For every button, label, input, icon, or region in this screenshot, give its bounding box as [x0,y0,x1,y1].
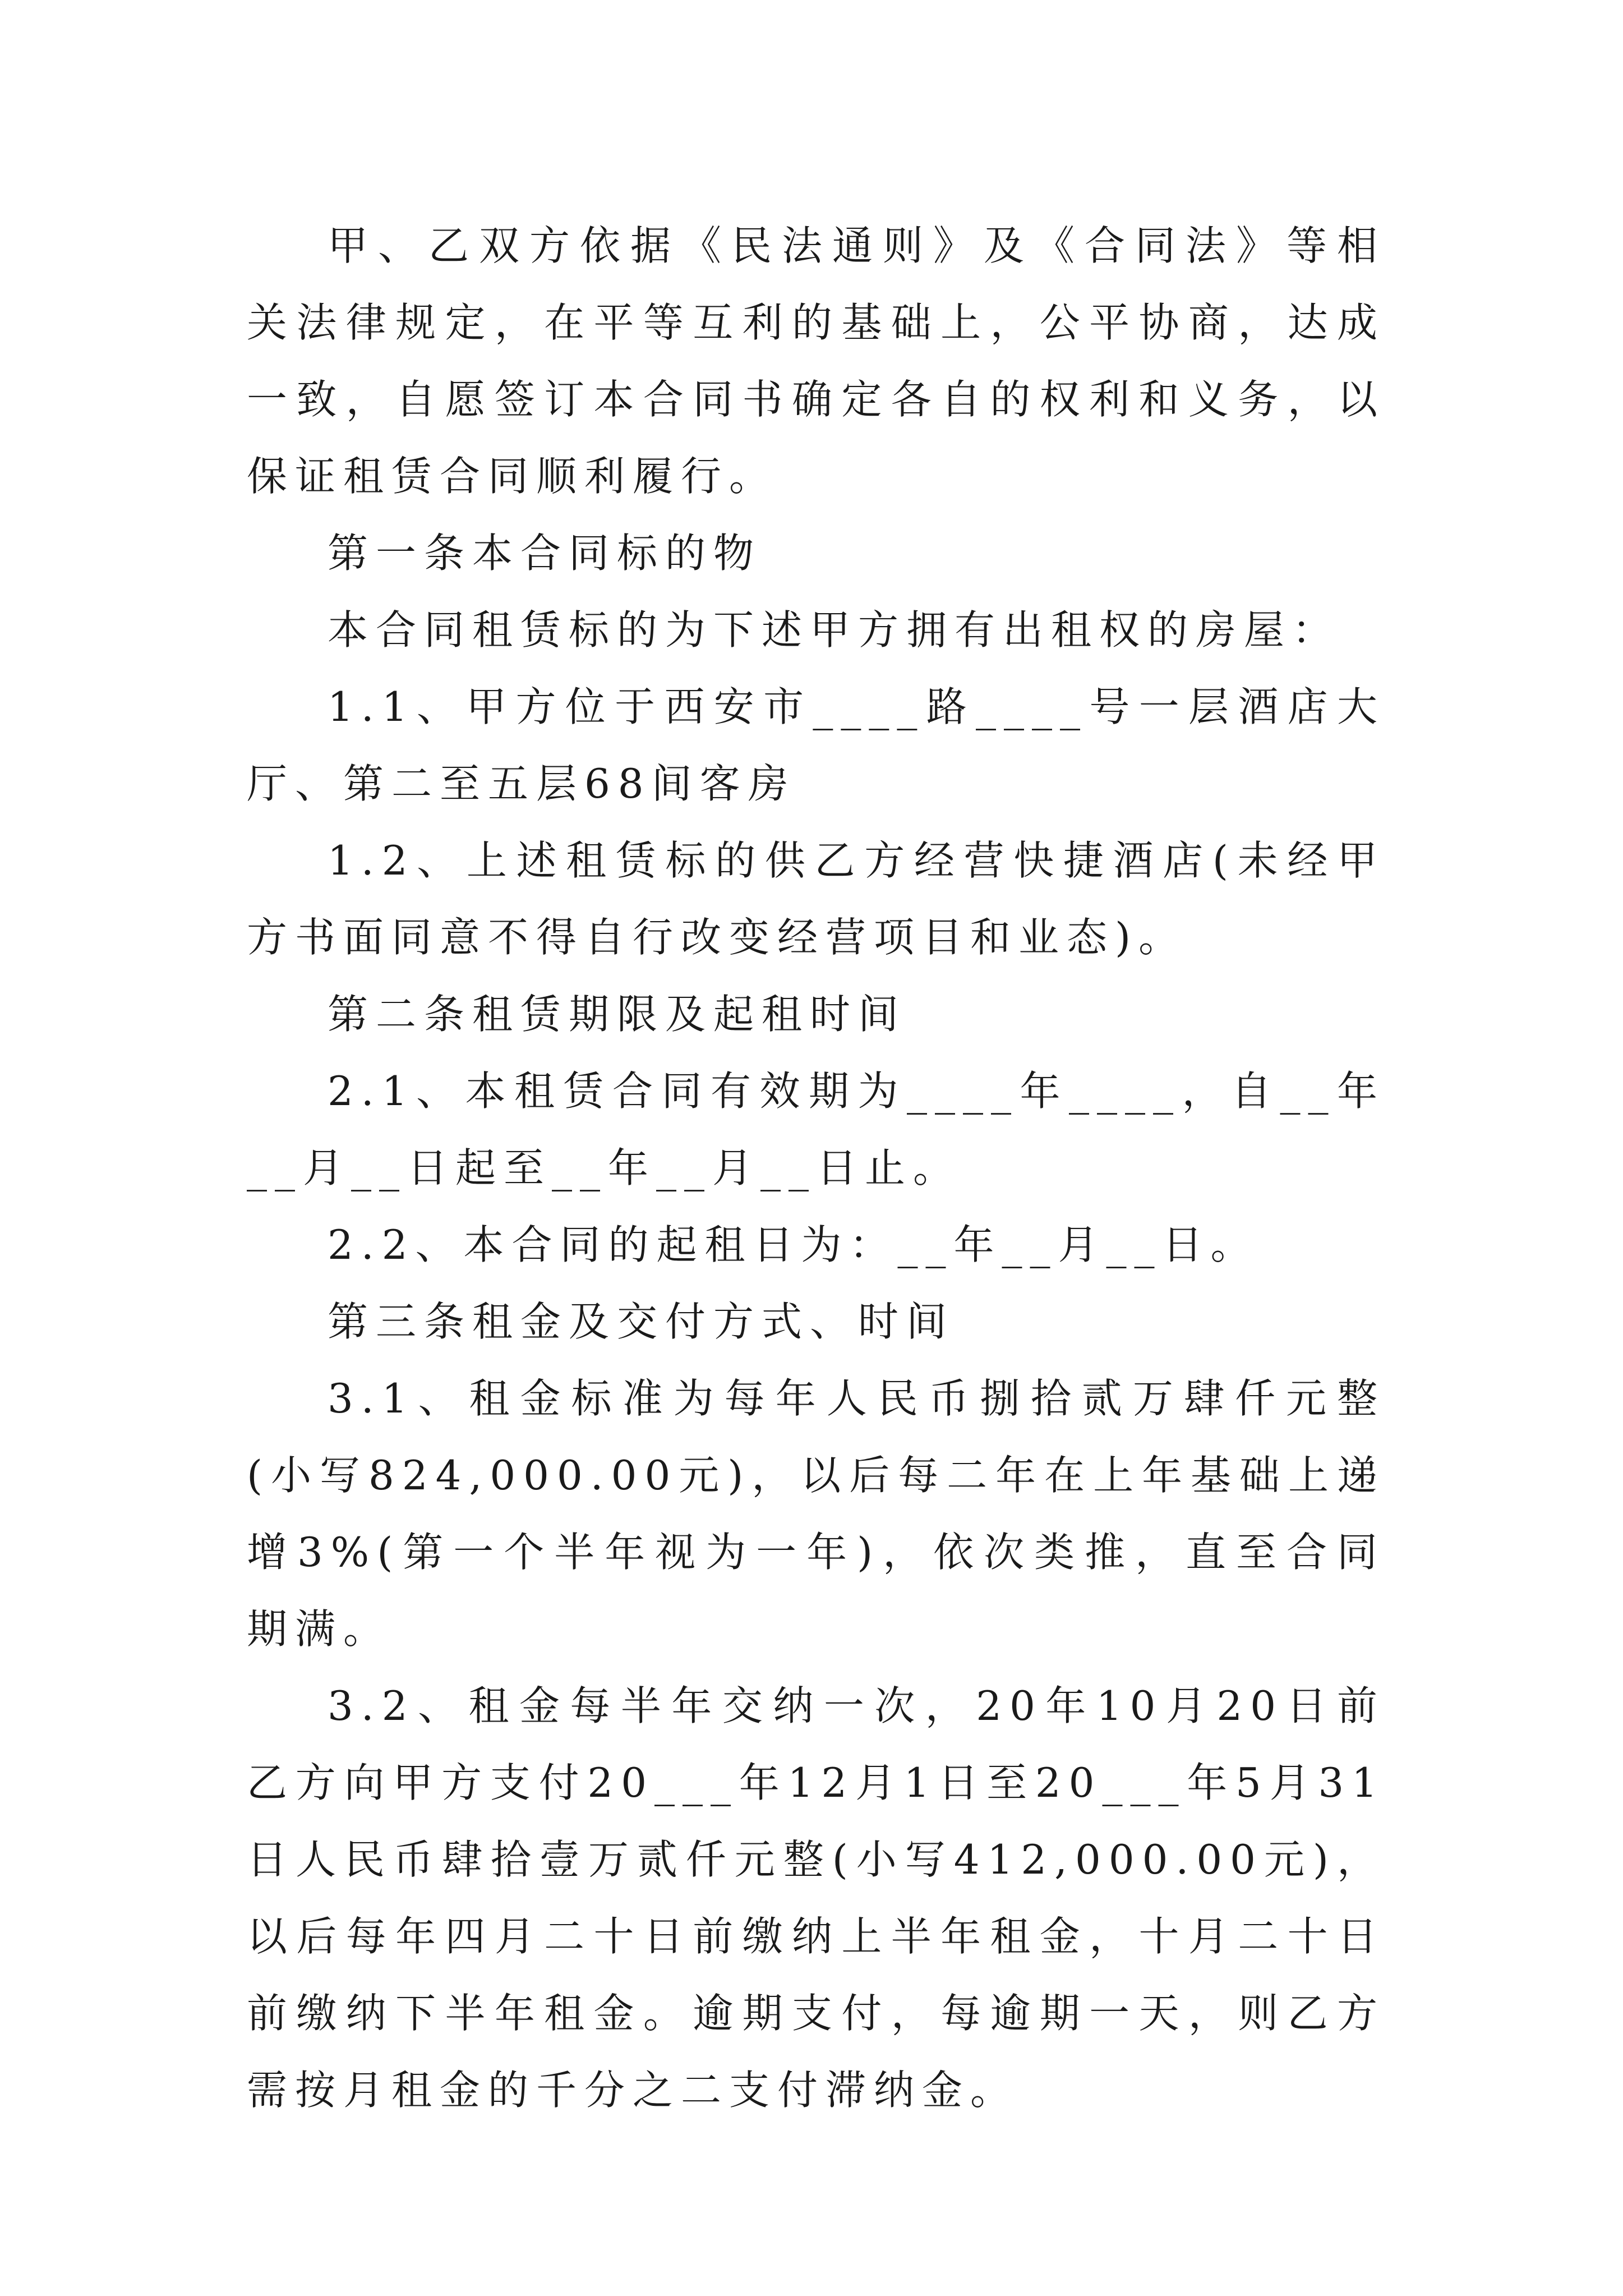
clause-3-2: 3.2、租金每半年交纳一次，20年10月20日前乙方向甲方支付20___年12月1日至20___年5月31日人民币肆拾壹万贰仟元整(小写412,000.00元)，以后每年四月二十日前缴纳上半年租金，十月二十日前缴纳下半年租金。逾期支付，每逾期一天，则乙方需按月租金的千分之二支付滞纳金。 [247,1682,1385,2114]
clause-2-1: 2.1、本租赁合同有效期为____年____，自__年__月__日起至__年__月__日止。 [247,1068,1385,1191]
clause-3-1: 3.1、租金标准为每年人民币捌拾贰万肆仟元整(小写824,000.00元)，以后每二年在上年基础上递增3%(第一个半年视为一年)，依次类推，直至合同期满。 [247,1375,1385,1653]
clause-1-1: 1.1、甲方位于西安市____路____号一层酒店大厅、第二至五层68间客房 [247,683,1385,807]
heading-article-2: 第二条租赁期限及起租时间 [328,991,907,1038]
paragraph-preamble: 甲、乙双方依据《民法通则》及《合同法》等相关法律规定，在平等互利的基础上，公平协商，达成一致，自愿签订本合同书确定各自的权利和义务，以保证租赁合同顺利履行。 [247,222,1385,500]
clause-2-2: 2.2、本合同的起租日为：__年__月__日。 [328,1221,1259,1268]
heading-article-1: 第一条本合同标的物 [328,530,762,577]
document-body [247,208,1385,2129]
paragraph-subject-intro: 本合同租赁标的为下述甲方拥有出租权的房屋： [328,606,1341,654]
clause-1-2: 1.2、上述租赁标的供乙方经营快捷酒店(未经甲方书面同意不得自行改变经营项目和业态)。 [247,837,1385,961]
heading-article-3: 第三条租金及交付方式、时间 [328,1298,955,1345]
